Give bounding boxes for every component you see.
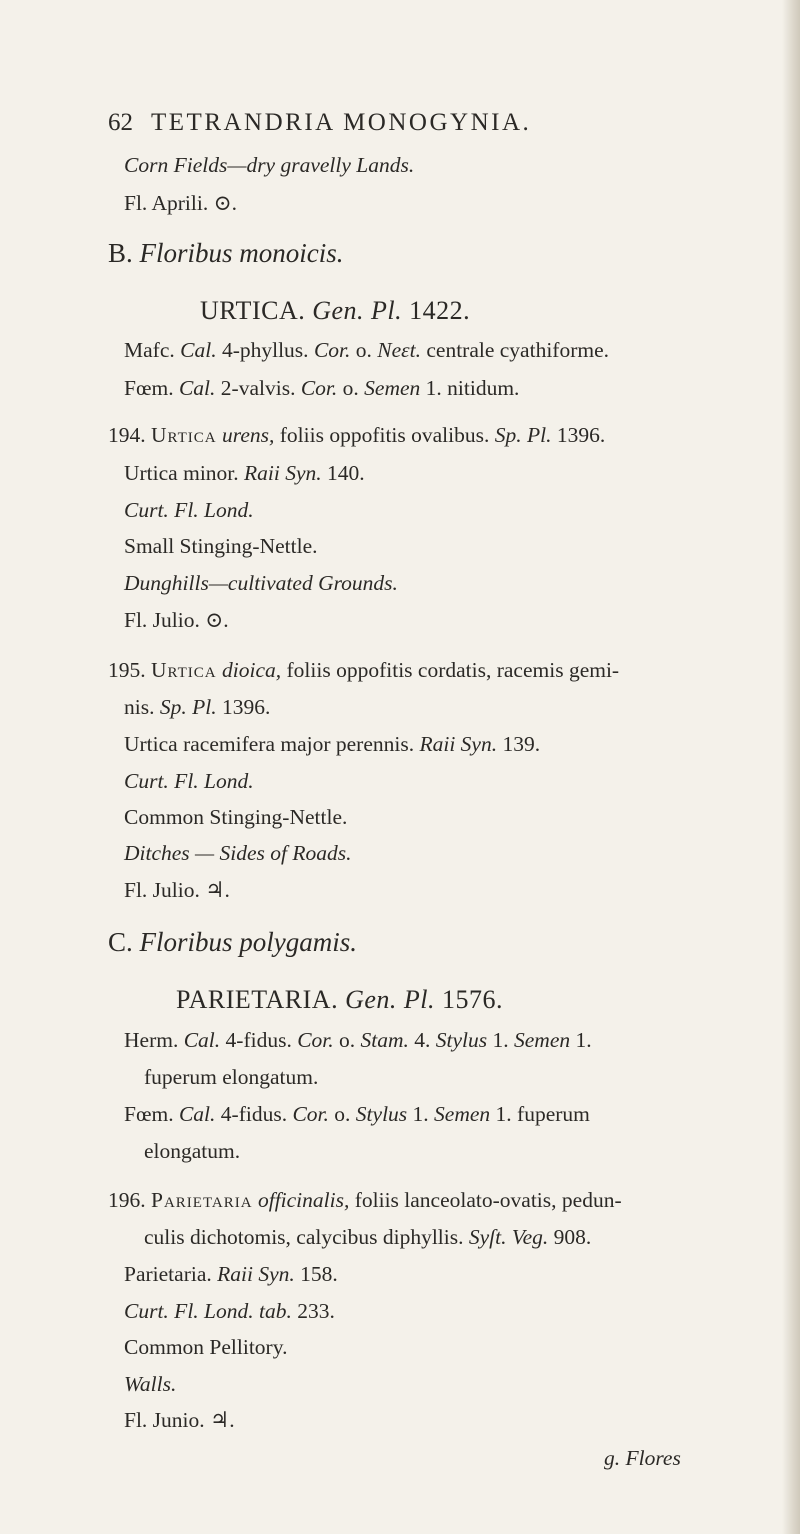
flowering-line: Fl. Julio. ⊙. [124, 608, 229, 632]
reference-line: nis. Sp. Pl. 1396. [124, 695, 271, 719]
section-letter: C. [108, 927, 133, 957]
habitat-line [124, 155, 414, 177]
reference-line: Curt. Fl. Lond. tab. 233. [124, 1299, 335, 1323]
hermaphrodite-flower-description: Herm. Cal. 4-fidus. Cor. o. Stam. 4. Stylus 1. Semen 1. [124, 1028, 592, 1052]
species-entry-194: 194. Urtica urens, foliis oppofitis ovalibus. Sp. Pl. 1396. [108, 423, 606, 447]
description-continuation: fuperum elongatum. [144, 1065, 319, 1089]
genus-heading-parietaria [176, 987, 503, 1013]
habitat-text: Corn Fields—dry gravelly Lands. [124, 153, 415, 177]
section-heading-c [108, 929, 357, 956]
female-flower-description: Fœm. Cal. 2-valvis. Cor. o. Semen 1. nitidum. [124, 376, 520, 400]
running-title: TETRANDRIA MONOGYNIA. [151, 109, 532, 136]
habitat-line: Ditches — Sides of Roads. [124, 841, 352, 865]
running-header [108, 110, 531, 135]
description-continuation: elongatum. [144, 1139, 241, 1163]
section-title: Floribus polygamis. [139, 927, 358, 957]
genus-heading-urtica [200, 298, 470, 324]
flowering-text: Fl. Aprili. ⊙. [124, 191, 237, 215]
species-entry-195: 195. Urtica dioica, foliis oppofitis cordatis, racemis gemi- [108, 658, 620, 682]
genus-number: 1422. [409, 296, 471, 325]
synonym-line: Urtica minor. Raii Syn. 140. [124, 461, 365, 485]
male-flower-description: Mafc. Cal. 4-phyllus. Cor. o. Neɛt. centrale cyathiforme. [124, 338, 610, 362]
synonym-line: Urtica racemifera major perennis. Raii Syn. 139. [124, 732, 541, 756]
habitat-line: Dunghills—cultivated Grounds. [124, 571, 398, 595]
common-name-line: Common Pellitory. [124, 1335, 288, 1359]
section-title: Floribus monoicis. [139, 238, 344, 268]
habitat-line: Walls. [124, 1372, 177, 1396]
common-name-line: Small Stinging-Nettle. [124, 534, 318, 558]
catchword: g. Flores [604, 1446, 681, 1470]
genus-name: PARIETARIA. [176, 985, 339, 1014]
genus-reference: Gen. Pl. [312, 296, 403, 325]
species-entry-196: 196. Parietaria officinalis, foliis lanceolato-ovatis, pedun- [108, 1188, 622, 1212]
common-name-line: Common Stinging-Nettle. [124, 805, 348, 829]
flowering-line: Fl. Julio. ♃. [124, 878, 230, 902]
female-flower-description: Fœm. Cal. 4-fidus. Cor. o. Stylus 1. Semen 1. fuperum [124, 1102, 590, 1126]
genus-reference: Gen. Pl. [345, 985, 436, 1014]
reference-line: Curt. Fl. Lond. [124, 498, 254, 522]
genus-number: 1576. [442, 985, 504, 1014]
flowering-line: Fl. Junio. ♃. [124, 1408, 235, 1432]
section-heading-b [108, 240, 344, 267]
reference-line: Curt. Fl. Lond. [124, 769, 254, 793]
section-letter: B. [108, 238, 133, 268]
species-continuation: culis dichotomis, calycibus diphyllis. Syſt. Veg. 908. [144, 1225, 592, 1249]
page-edge-shadow [782, 0, 800, 1534]
genus-name: URTICA. [200, 296, 306, 325]
synonym-line: Parietaria. Raii Syn. 158. [124, 1262, 338, 1286]
flowering-line [124, 193, 237, 215]
page-number: 62 [108, 109, 133, 136]
